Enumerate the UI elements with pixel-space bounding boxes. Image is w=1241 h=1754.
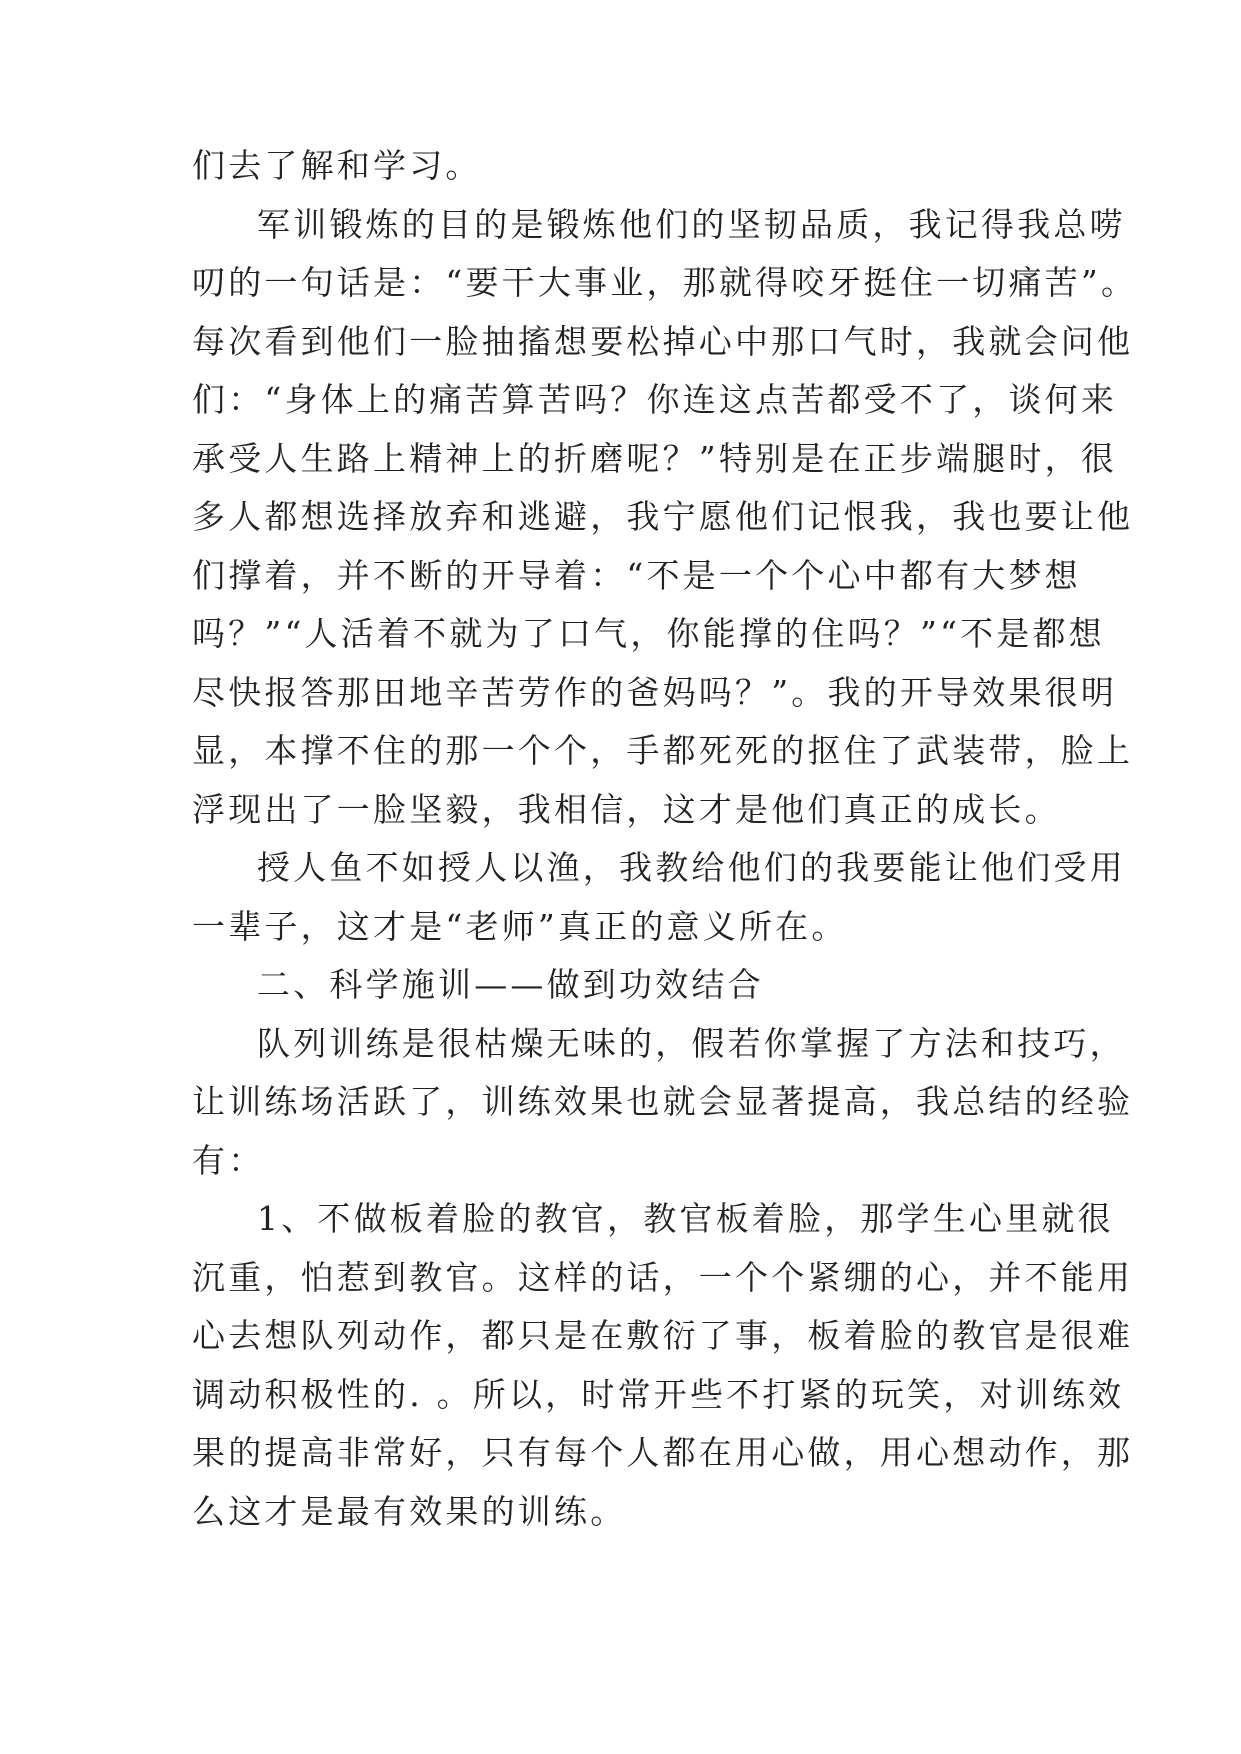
- text-line: 心去想队列动作，都只是在敷衍了事，板着脸的教官是很难: [192, 1316, 1134, 1355]
- text-line: 承受人生路上精神上的折磨呢？”特别是在正步端腿时，很: [192, 439, 1118, 478]
- paragraph-text: 1、不做板着脸的教官，教官板着脸，那学生心里就很: [257, 1199, 1114, 1238]
- text-line: 们撑着，并不断的开导着：“不是一个个心中都有大梦想: [192, 556, 1081, 595]
- text-line: 浮现出了一脸坚毅，我相信，这才是他们真正的成长。: [192, 790, 1061, 829]
- text-line: 吗？”“人活着不就为了口气，你能撑的住吗？”“不是都想: [192, 614, 1105, 653]
- paragraph-text: 军训锻炼的目的是锻炼他们的坚韧品质，我记得我总唠: [257, 205, 1126, 244]
- text-line: 显，本撑不住的那一个个，手都死死的抠住了武装带，脸上: [192, 731, 1134, 770]
- text-line: 多人都想选择放弃和逃避，我宁愿他们记恨我，我也要让他: [192, 497, 1134, 536]
- text-line: 一辈子，这才是“老师”真正的意义所在。: [192, 907, 848, 946]
- text-line: 果的提高非常好，只有每个人都在用心做，用心想动作，那: [192, 1433, 1134, 1472]
- text-line: 有：: [192, 1141, 265, 1180]
- text-line: 调动积极性的. 。所以，时常开些不打紧的玩笑，对训练效: [192, 1375, 1125, 1414]
- paragraph-text: 授人鱼不如授人以渔，我教给他们的我要能让他们受用: [257, 848, 1126, 887]
- text-line: 么这才是最有效果的训练。: [192, 1492, 627, 1531]
- text-line: 们：“身体上的痛苦算苦吗？你连这点苦都受不了，谈何来: [192, 380, 1118, 419]
- text-line: 们去了解和学习。: [192, 146, 482, 185]
- text-line: 叨的一句话是：“要干大事业，那就得咬牙挺住一切痛苦”。: [192, 263, 1138, 302]
- text-line: 每次看到他们一脸抽搐想要松掉心中那口气时，我就会问他: [192, 322, 1134, 361]
- text-line: 让训练场活跃了，训练效果也就会显著提高，我总结的经验: [192, 1082, 1134, 1121]
- section-heading: 二、科学施训——做到功效结合: [257, 965, 764, 1004]
- text-line: 尽快报答那田地辛苦劳作的爸妈吗？”。我的开导效果很明: [192, 673, 1118, 712]
- text-line: 沉重，怕惹到教官。这样的话，一个个紧绷的心，并不能用: [192, 1258, 1134, 1297]
- paragraph-text: 队列训练是很枯燥无味的，假若你掌握了方法和技巧，: [257, 1024, 1126, 1063]
